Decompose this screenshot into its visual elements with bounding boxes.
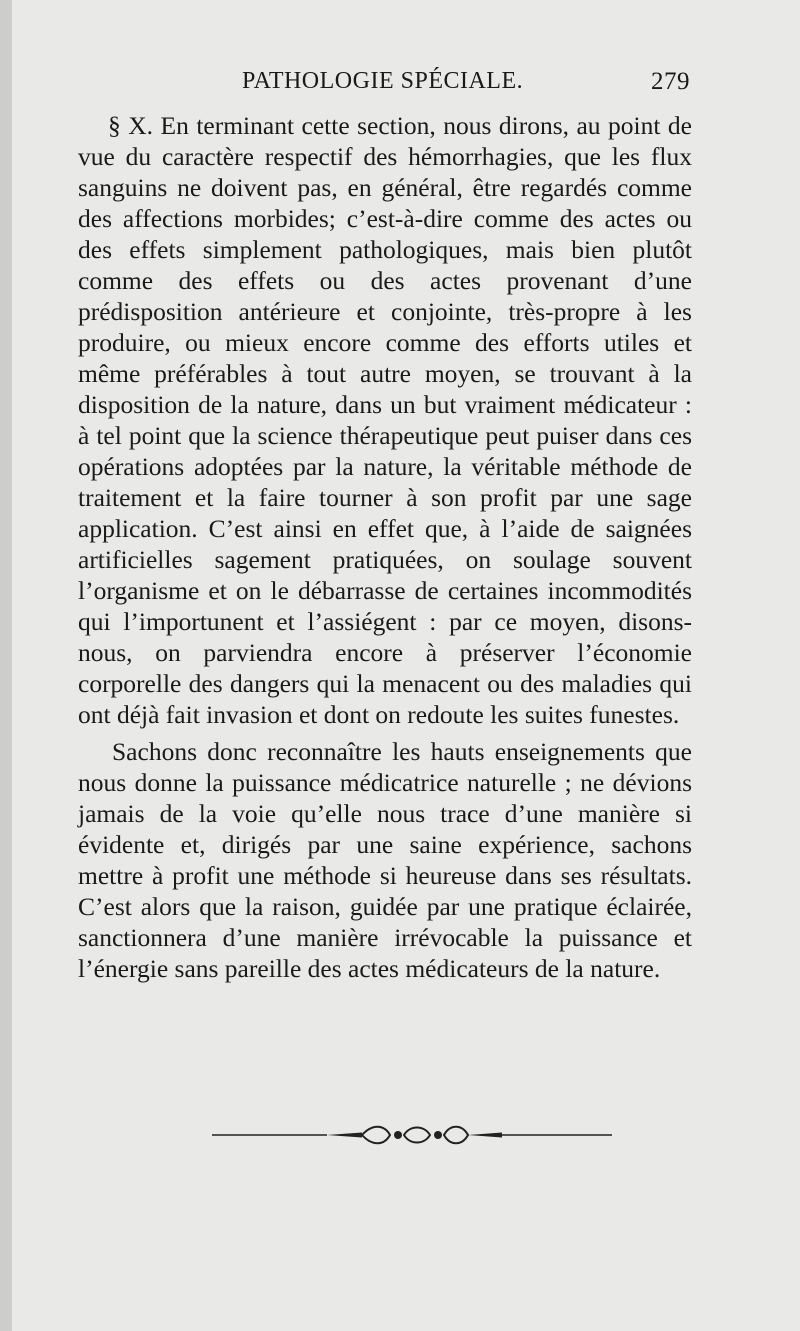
body-text <box>78 110 692 984</box>
running-title: PATHOLOGIE SPÉCIALE. <box>242 68 524 94</box>
paragraph-conclusion: Sachons donc reconnaître les hauts enseignements que nous donne la puissance médicatrice naturelle ; ne dévions jamais de la voie qu’elle nous trace d’une manière si évidente et, dirigés par une saine expérience, sachons mettre à profit une méthode si heureuse dans ses résultats. C’est alors que la raison, guidée par une pratique éclairée, sanctionnera d’une manière irrévocable la puissance et l’énergie sans pareille des actes médicateurs de la nature. <box>78 737 692 983</box>
paragraph-section-x: § X. En terminant cette section, nous dirons, au point de vue du caractère respectif des hémorrhagies, que les flux sanguins ne doivent pas, en général, être regardés comme des affections morbides; c’est-à-dire comme des actes ou des effets simplement pathologiques, mais bien plutôt comme des effets ou des actes provenant d’une prédisposition antérieure et conjointe, très-propre à les produire, ou mieux encore comme des efforts utiles et même préférables à tout autre moyen, se trouvant à la disposition de la nature, dans un but vraiment médicateur : à tel point que la science thérapeutique peut puiser dans ces opérations adoptées par la nature, la véritable méthode de traitement et la faire tourner à son profit par une sage application. C’est ainsi en effet que, à l’aide de saignées artificielles sagement pratiquées, on soulage souvent l’organisme et on le débarrasse de certaines incommodités qui l’importunent et l’assiégent : par ce moyen, disons-nous, on parviendra encore à préserver l’économie corporelle des dangers qui la menacent ou des maladies qui ont déjà fait invasion et dont on redoute les suites funestes. <box>78 111 692 729</box>
ornamental-divider <box>212 1122 612 1146</box>
running-head <box>232 68 690 102</box>
page-number: 279 <box>651 68 690 95</box>
